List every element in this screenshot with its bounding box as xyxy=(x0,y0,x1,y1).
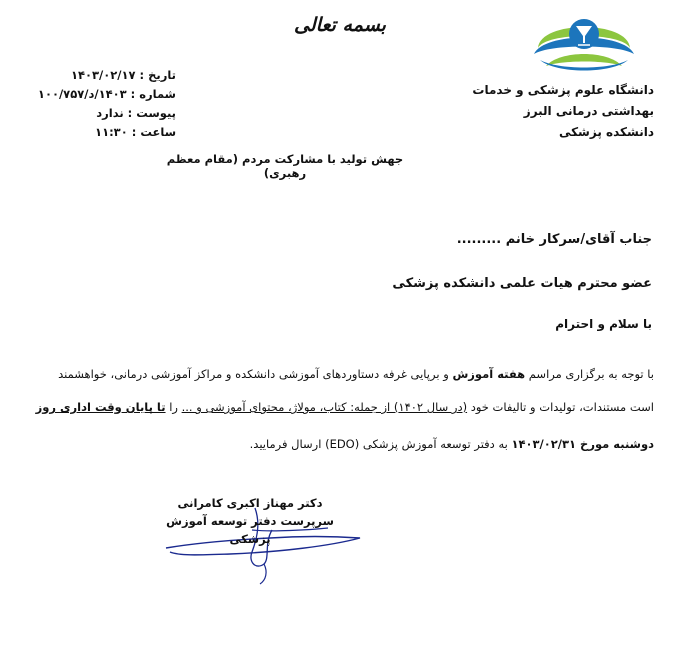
signatory-title: سرپرست دفتر توسعه آموزش پزشکی xyxy=(166,514,334,546)
body-line-1-part-c: و برپایی غرفه دستاوردهای آموزشی دانشکده و مراکز آموزشی درمانی، خواهشمند xyxy=(58,367,453,381)
letter-time: ساعت : ۱۱:۳۰ xyxy=(95,125,176,139)
salutation: جناب آقای/سرکار خانم ......... xyxy=(456,232,652,247)
slogan: جهش تولید با مشارکت مردم (مقام معظم رهبری) xyxy=(166,152,404,180)
body-line-1-highlight: هفته آموزش xyxy=(452,367,526,381)
body-line-3-date: دوشنبه مورخ ۱۴۰۳/۰۲/۳۱ xyxy=(511,437,654,451)
body-line-3-part-b: به دفتر توسعه آموزش پزشکی (EDO) ارسال فرمایید. xyxy=(249,437,512,451)
body-line-2-deadline: تا پایان وقت اداری روز xyxy=(35,400,166,414)
body-line-2 xyxy=(36,400,654,414)
university-name-line-1: دانشگاه علوم پزشکی و خدمات xyxy=(472,83,654,97)
body-line-2-part-c: را xyxy=(165,400,182,414)
body-line-3 xyxy=(250,437,654,451)
university-name-line-3: دانشکده پزشکی xyxy=(558,125,654,139)
university-name-line-2: بهداشتی درمانی البرز xyxy=(523,104,654,118)
recipient: عضو محترم هیات علمی دانشکده پزشکی xyxy=(392,276,652,291)
signatory-name: دکتر مهناز اکبری کامرانی xyxy=(177,496,323,510)
letter-attachment: پیوست : ندارد xyxy=(96,106,176,120)
university-name xyxy=(434,80,654,143)
body-line-1 xyxy=(58,367,654,381)
body-line-1-part-a: با توجه به برگزاری مراسم xyxy=(525,367,654,381)
body-line-2-part-a: است مستندات، تولیدات و تالیفات خود xyxy=(467,400,654,414)
letter-meta xyxy=(36,66,176,142)
body-line-2-underlined: (در سال ۱۴۰۲) از جمله: کتاب، مولاژ، محتوای آموزشی و ... xyxy=(181,400,468,414)
university-logo-icon xyxy=(530,10,638,80)
letter-date: تاریخ : ۱۴۰۳/۰۲/۱۷ xyxy=(70,68,176,82)
greeting: با سلام و احترام xyxy=(555,317,652,331)
signatory xyxy=(160,494,340,548)
letter-number: شماره : ۱۴۰۳/د/۱۰۰/۷۵۷ xyxy=(37,87,176,101)
bismillah-heading: بسمه تعالی xyxy=(294,14,386,36)
